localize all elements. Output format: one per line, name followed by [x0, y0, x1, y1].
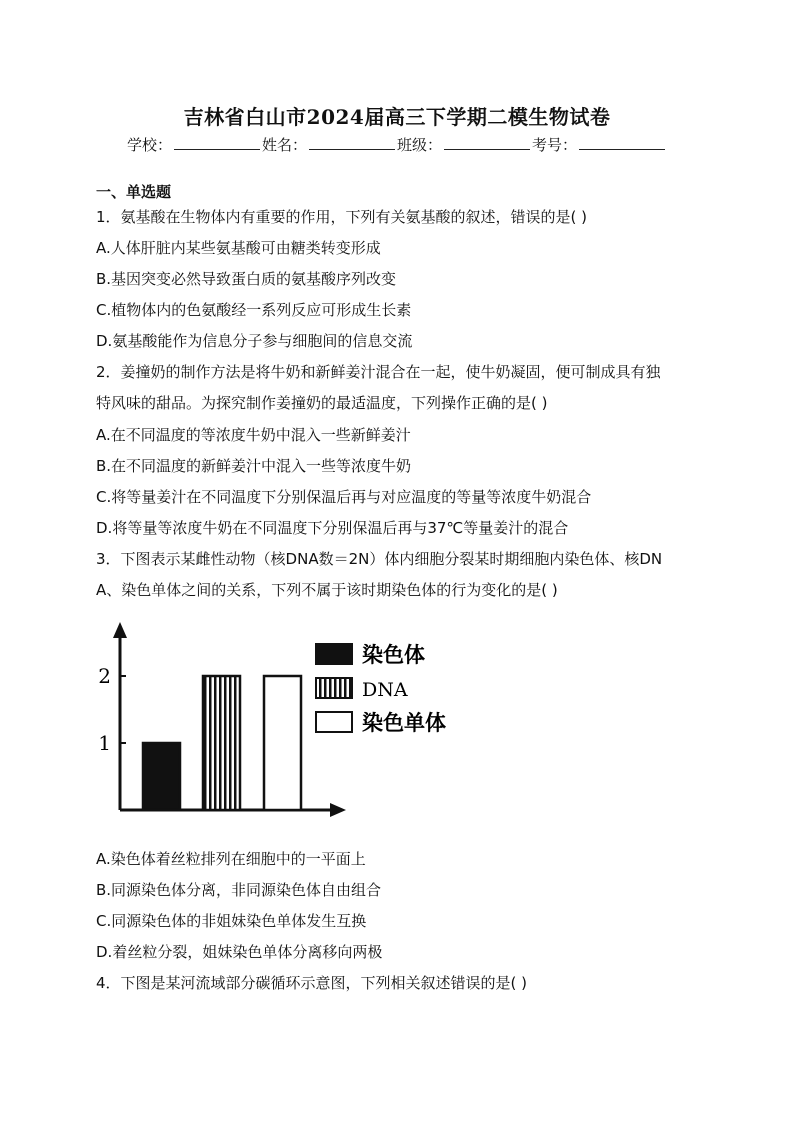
legend-swatch — [316, 712, 352, 732]
q3-option-a: A.染色体着丝粒排列在细胞中的一平面上 — [96, 850, 366, 868]
name-label: 姓名： — [261, 136, 307, 154]
y-tick-label: 2 — [98, 664, 111, 688]
q4-stem: 4．下图是某河流域部分碳循环示意图，下列相关叙述错误的是( ) — [96, 974, 528, 992]
school-label: 学校： — [126, 136, 172, 154]
q2-stem-line1: 2．姜撞奶的制作方法是将牛奶和新鲜姜汁混合在一起，使牛奶凝固，便可制成具有独 — [96, 363, 661, 381]
y-tick-label: 1 — [98, 731, 111, 755]
number-blank — [579, 135, 665, 150]
x-axis-arrow — [330, 803, 346, 817]
student-info-line — [0, 134, 794, 155]
bar-1 — [143, 743, 180, 810]
bar-chart — [94, 618, 464, 828]
number-label: 考号： — [532, 136, 578, 154]
q1-option-c: C.植物体内的色氨酸经一系列反应可形成生长素 — [96, 301, 412, 319]
legend-label: 染色体 — [362, 642, 425, 667]
legend-label: DNA — [362, 679, 408, 701]
q2-option-c: C.将等量姜汁在不同温度下分别保温后再与对应温度的等量等浓度牛奶混合 — [96, 488, 592, 506]
q3-option-b: B.同源染色体分离，非同源染色体自由组合 — [96, 881, 382, 899]
q1-option-a: A.人体肝脏内某些氨基酸可由糖类转变形成 — [96, 239, 381, 257]
section-heading: 一、单选题 — [96, 183, 172, 201]
q2-option-d: D.将等量等浓度牛奶在不同温度下分别保温后再与37℃等量姜汁的混合 — [96, 519, 569, 537]
q3-option-c: C.同源染色体的非姐妹染色单体发生互换 — [96, 912, 367, 930]
bar-2 — [203, 676, 240, 810]
legend-swatch — [316, 678, 352, 698]
school-blank — [174, 135, 260, 150]
q1-stem: 1．氨基酸在生物体内有重要的作用，下列有关氨基酸的叙述，错误的是( ) — [96, 208, 588, 226]
class-label: 班级： — [397, 136, 443, 154]
y-axis-arrow — [113, 622, 127, 638]
q2-stem-line2: 特风味的甜品。为探究制作姜撞奶的最适温度，下列操作正确的是( ) — [96, 394, 548, 412]
page-title: 吉林省白山市2024届高三下学期二模生物试卷 — [183, 105, 611, 129]
class-blank — [444, 135, 530, 150]
legend-label: 染色单体 — [362, 710, 446, 735]
q2-option-b: B.在不同温度的新鲜姜汁中混入一些等浓度牛奶 — [96, 457, 412, 475]
q3-option-d: D.着丝粒分裂，姐妹染色单体分离移向两极 — [96, 943, 383, 961]
q3-stem-line1: 3．下图表示某雌性动物（核DNA数＝2N）体内细胞分裂某时期细胞内染色体、核DN — [96, 550, 663, 568]
bar-3 — [264, 676, 301, 810]
bar-chart-figure — [94, 618, 464, 828]
name-blank — [309, 135, 395, 150]
q3-stem-line2: A、染色单体之间的关系，下列不属于该时期染色体的行为变化的是( ) — [96, 581, 558, 599]
legend-swatch — [316, 644, 352, 664]
q1-option-b: B.基因突变必然导致蛋白质的氨基酸序列改变 — [96, 270, 397, 288]
q1-option-d: D.氨基酸能作为信息分子参与细胞间的信息交流 — [96, 332, 413, 350]
q2-option-a: A.在不同温度的等浓度牛奶中混入一些新鲜姜汁 — [96, 426, 411, 444]
